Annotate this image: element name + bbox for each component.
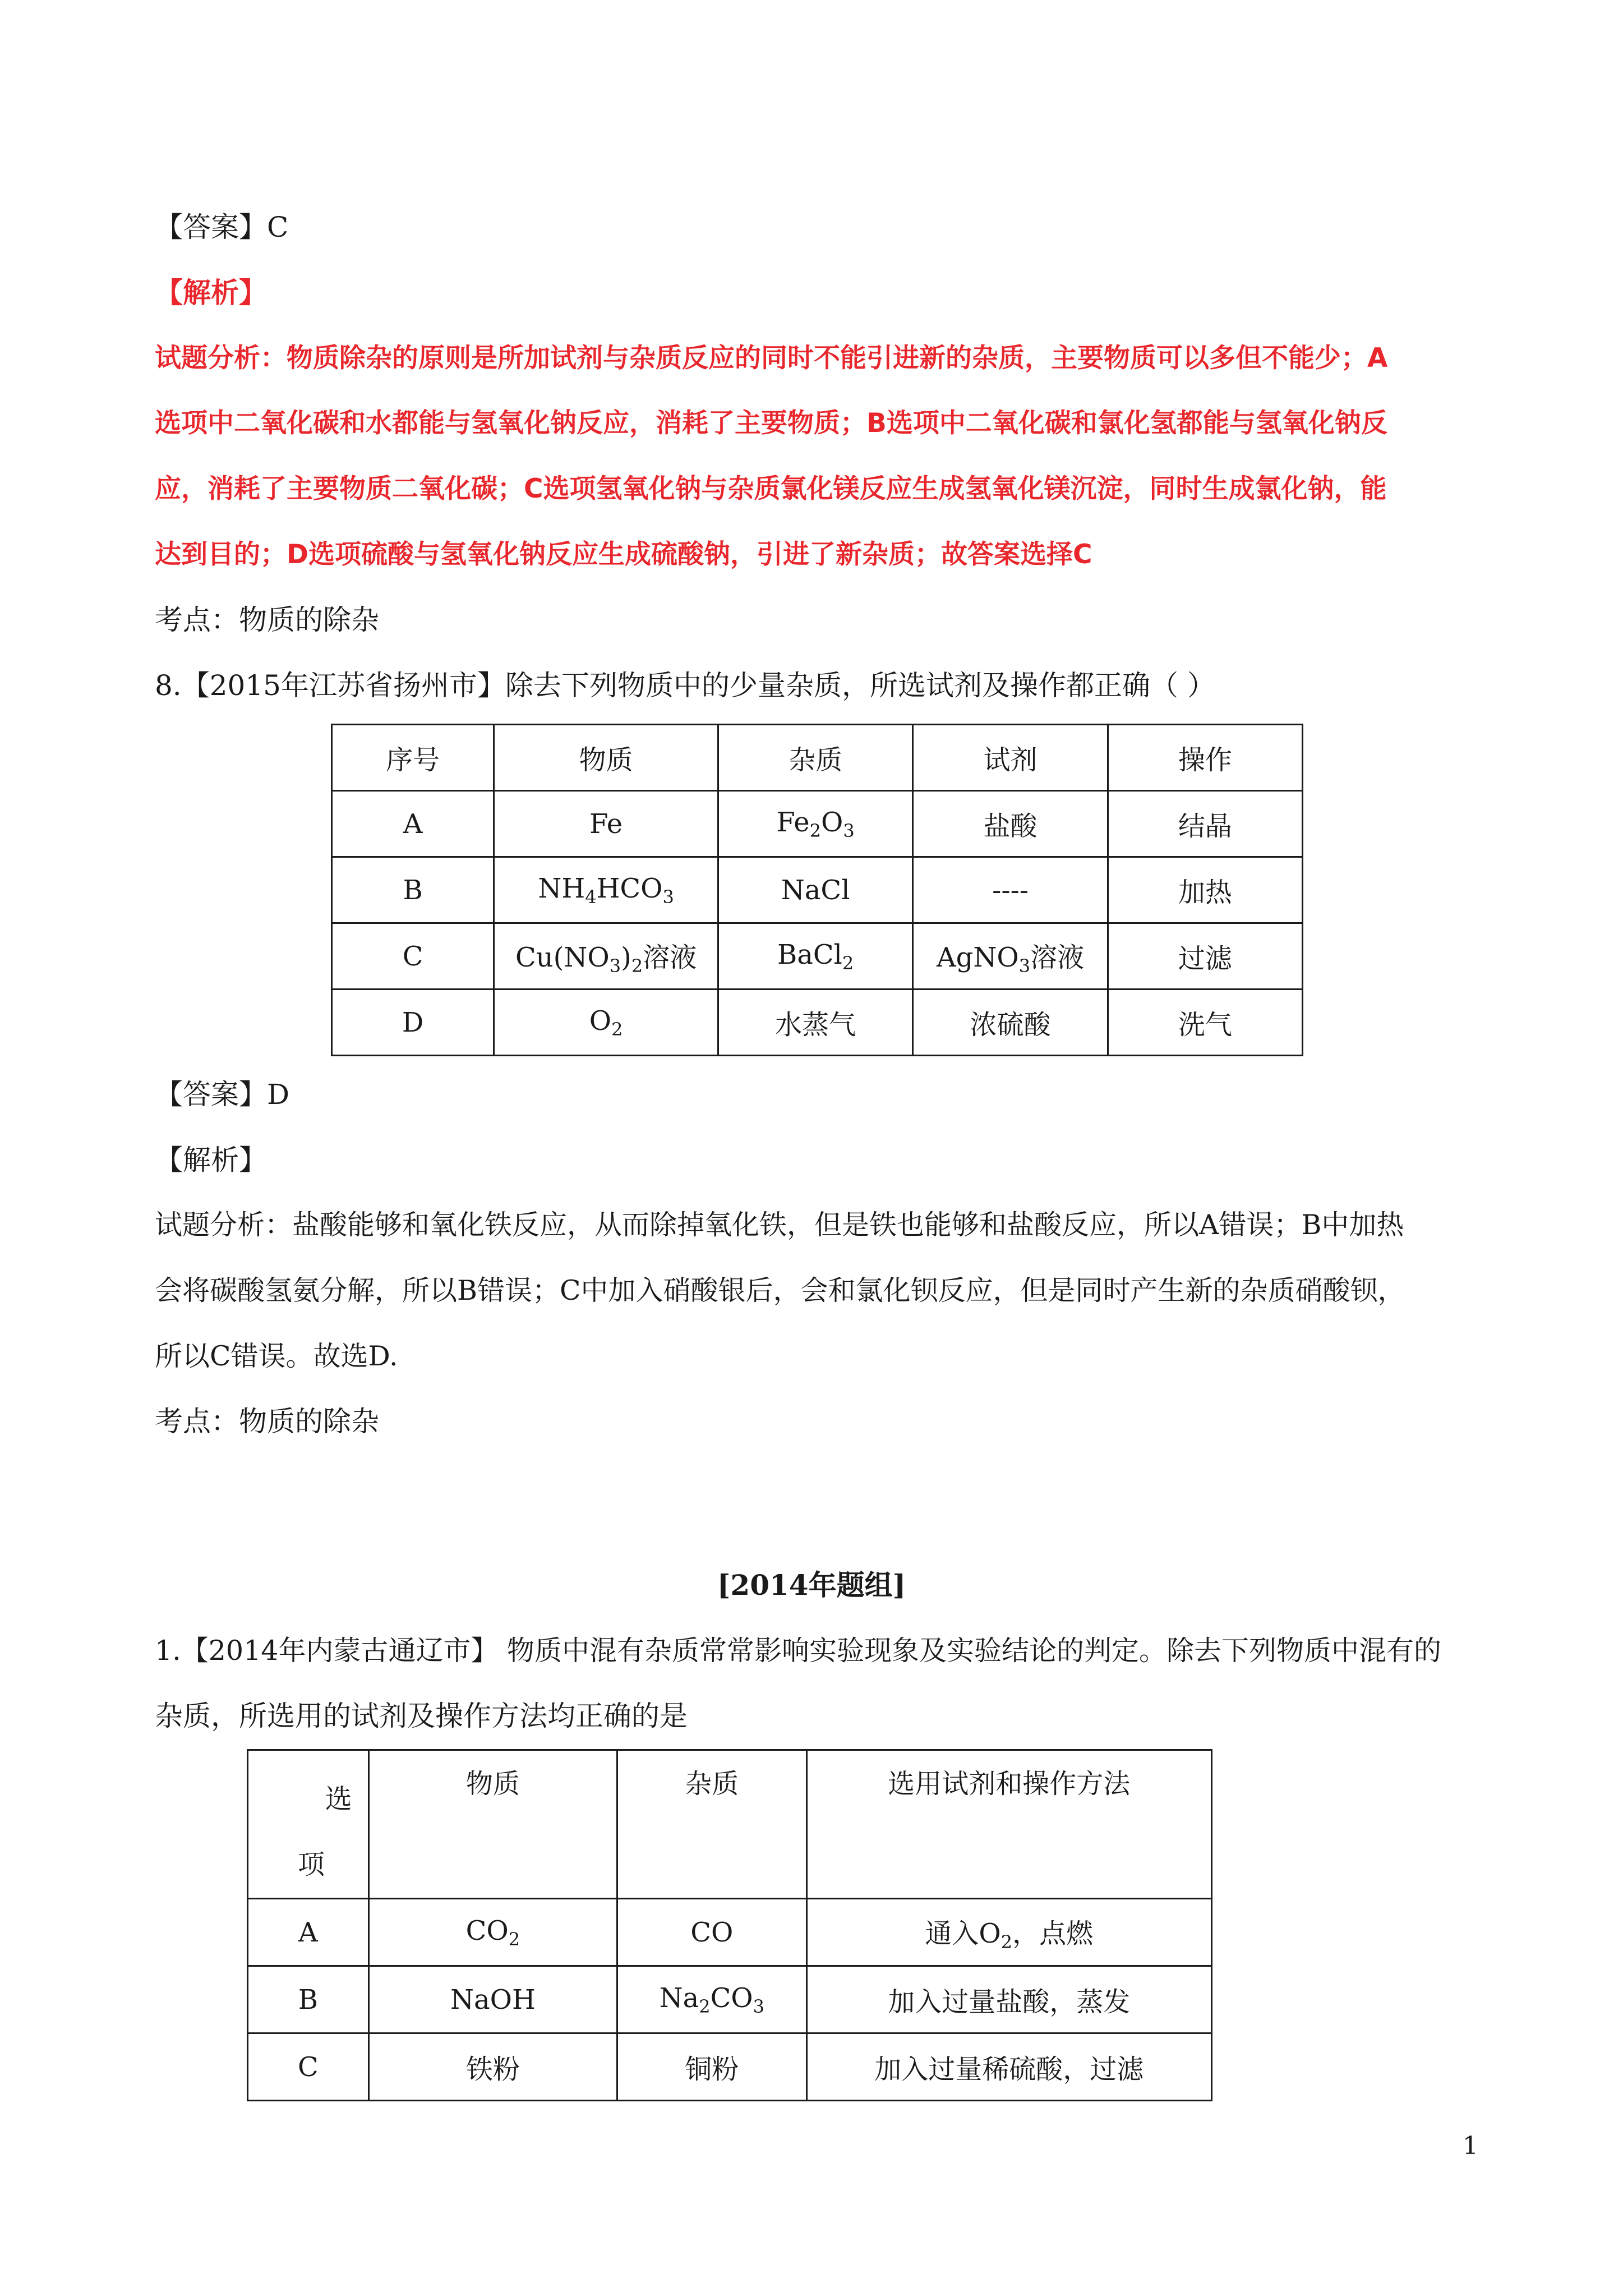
q8-answer: 【答案】D	[155, 1078, 290, 1111]
page-number: 1	[1463, 2132, 1478, 2160]
table-row	[332, 990, 1303, 1056]
method-cell: 通入$O_2$，点燃	[806, 1899, 1211, 1966]
prev-analysis-line: 选项中二氧化碳和水都能与氢氧化钠反应，消耗了主要物质；B选项中二氧化碳和氯化氢都能与氢氧化钠反	[155, 408, 1387, 439]
table-row	[332, 791, 1303, 857]
q8-analysis-line: 试题分析：盐酸能够和氧化铁反应，从而除掉氧化铁，但是铁也能够和盐酸反应，所以A错误；B中加热	[155, 1209, 1404, 1241]
impurity-cell: $Na_2CO_3$	[617, 1966, 807, 2033]
header-cell: 序号	[332, 725, 494, 791]
substance-cell: 铁粉	[368, 2033, 617, 2101]
row-id: A	[332, 791, 494, 857]
impurity-cell: BaCl$_2$	[718, 923, 912, 990]
prev-analysis-line: 应，消耗了主要物质二氧化碳；C选项氢氧化钠与杂质氯化镁反应生成氢氧化镁沉淀，同时生成氯化钠，能	[155, 473, 1387, 504]
q8-stem: 8.【2015年江苏省扬州市】除去下列物质中的少量杂质，所选试剂及操作都正确（ ）	[155, 669, 1215, 702]
prev-analysis-line: 试题分析：物质除杂的原则是所加试剂与杂质反应的同时不能引进新的杂质，主要物质可以多但不能少；A	[155, 343, 1388, 374]
operation-cell: 加热	[1108, 857, 1302, 923]
table-row	[332, 923, 1303, 990]
impurity-cell: 水蒸气	[718, 990, 912, 1056]
impurity-cell: 铜粉	[617, 2033, 807, 2101]
q1-table	[247, 1749, 1212, 2101]
table-row	[248, 2033, 1212, 2101]
row-id: C	[332, 923, 494, 990]
q8-analysis-label: 【解析】	[155, 1144, 267, 1176]
row-id: D	[332, 990, 494, 1056]
header-cell: 操作	[1108, 725, 1302, 791]
substance-cell: $NH_4HCO_3$	[494, 857, 718, 923]
substance-cell: $Cu(NO_3)_2$溶液	[494, 923, 718, 990]
table-header-row	[332, 725, 1303, 791]
prev-analysis-label: 【解析】	[155, 276, 267, 309]
table-row	[248, 1899, 1212, 1966]
prev-answer: 【答案】C	[155, 211, 289, 243]
reagent-cell: 盐酸	[913, 791, 1108, 857]
q1-stem-line: 杂质，所选用的试剂及操作方法均正确的是	[155, 1700, 688, 1732]
substance-cell: $CO_2$	[368, 1899, 617, 1966]
table-row	[248, 1966, 1212, 2033]
table-row	[332, 857, 1303, 923]
section-title: [2014年题组]	[717, 1568, 906, 1602]
impurity-cell: CO	[617, 1899, 807, 1966]
impurity-cell: $Fe_2O_3$	[718, 791, 912, 857]
header-cell: 选 项	[248, 1750, 369, 1899]
reagent-cell: AgNO$_3$溶液	[913, 923, 1108, 990]
row-id: B	[248, 1966, 369, 2033]
reagent-cell: ----	[913, 857, 1108, 923]
row-id: A	[248, 1899, 369, 1966]
q1-stem-line: 1.【2014年内蒙古通辽市】 物质中混有杂质常常影响实验现象及实验结论的判定。除去下列物质中混有的	[155, 1635, 1442, 1667]
impurity-cell: NaCl	[718, 857, 912, 923]
header-cell: 杂质	[617, 1750, 807, 1899]
operation-cell: 结晶	[1108, 791, 1302, 857]
header-cell: 物质	[494, 725, 718, 791]
operation-cell: 过滤	[1108, 923, 1302, 990]
substance-cell: Fe	[494, 791, 718, 857]
table-header-row	[248, 1750, 1212, 1899]
method-cell: 加入过量稀硫酸，过滤	[806, 2033, 1211, 2101]
reagent-cell: 浓硫酸	[913, 990, 1108, 1056]
q8-analysis-line: 会将碳酸氢氨分解，所以B错误；C中加入硝酸银后，会和氯化钡反应，但是同时产生新的杂质硝酸钡，	[155, 1274, 1405, 1306]
header-cell: 选用试剂和操作方法	[806, 1750, 1211, 1899]
q8-analysis-line: 所以C错误。故选D.	[155, 1340, 398, 1372]
q8-table	[331, 724, 1303, 1056]
row-id: B	[332, 857, 494, 923]
prev-analysis-line: 达到目的；D选项硫酸与氢氧化钠反应生成硫酸钠，引进了新杂质；故答案选择C	[155, 539, 1092, 570]
row-id: C	[248, 2033, 369, 2101]
substance-cell: $O_2$	[494, 990, 718, 1056]
header-cell: 杂质	[718, 725, 912, 791]
q8-kaodian: 考点：物质的除杂	[155, 1405, 379, 1438]
method-cell: 加入过量盐酸，蒸发	[806, 1966, 1211, 2033]
substance-cell: NaOH	[368, 1966, 617, 2033]
header-cell: 物质	[368, 1750, 617, 1899]
prev-kaodian: 考点：物质的除杂	[155, 604, 379, 636]
header-cell: 试剂	[913, 725, 1108, 791]
operation-cell: 洗气	[1108, 990, 1302, 1056]
